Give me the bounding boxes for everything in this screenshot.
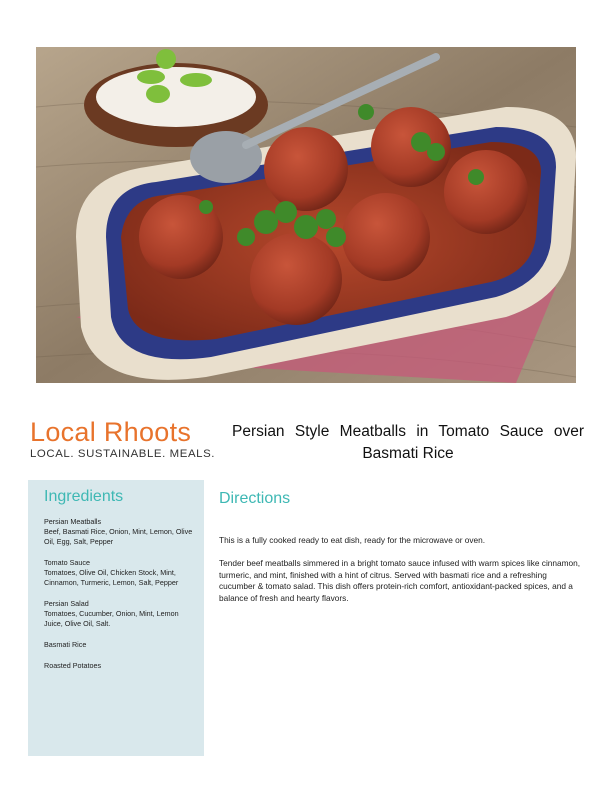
ingredients-panel xyxy=(28,480,204,756)
ingredients-heading: Ingredients xyxy=(44,488,124,505)
brand-logo xyxy=(30,417,230,460)
directions-section xyxy=(219,490,585,603)
ingredient-group-items: Beef, Basmati Rice, Onion, Mint, Lemon, Olive Oil, Egg, Salt, Pepper xyxy=(44,527,193,546)
dish-title: Persian Style Meatballs in Tomato Sauce over Basmati Rice xyxy=(232,423,584,462)
brand-name: Local Rhoots xyxy=(30,417,192,447)
ingredient-group xyxy=(44,599,194,629)
ingredient-group-name: Basmati Rice xyxy=(44,640,87,649)
hero-photo xyxy=(36,47,576,383)
ingredient-group-items: Tomatoes, Cucumber, Onion, Mint, Lemon Juice, Olive Oil, Salt. xyxy=(44,609,179,628)
meatballs-dish-illustration xyxy=(36,47,576,383)
ingredient-group xyxy=(44,558,194,588)
ingredient-group-name: Persian Meatballs xyxy=(44,517,102,526)
ingredient-group-name: Roasted Potatoes xyxy=(44,661,102,670)
ingredient-group xyxy=(44,661,194,671)
brand-tagline: LOCAL. SUSTAINABLE. MEALS. xyxy=(30,448,216,460)
directions-paragraph: Tender beef meatballs simmered in a bright tomato sauce infused with warm spices like cinnamon, turmeric, and mint, finished with a hint of citrus. Served with basmati rice and a refreshing cucumber & tomato salad. This dish offers protein-rich comfort, antioxidant-packed spices, and a balance of fresh and hearty flavors. xyxy=(219,558,581,603)
directions-paragraph: This is a fully cooked ready to eat dish, ready for the microwave or oven. xyxy=(219,535,486,545)
ingredient-group-name: Persian Salad xyxy=(44,599,89,608)
ingredient-group xyxy=(44,640,194,650)
ingredient-group-name: Tomato Sauce xyxy=(44,558,90,567)
ingredients-list xyxy=(44,517,194,682)
ingredient-group xyxy=(44,517,194,547)
ingredient-group-items: Tomatoes, Olive Oil, Chicken Stock, Mint, Cinnamon, Turmeric, Lemon, Salt, Pepper xyxy=(44,568,179,587)
directions-heading: Directions xyxy=(219,490,291,507)
